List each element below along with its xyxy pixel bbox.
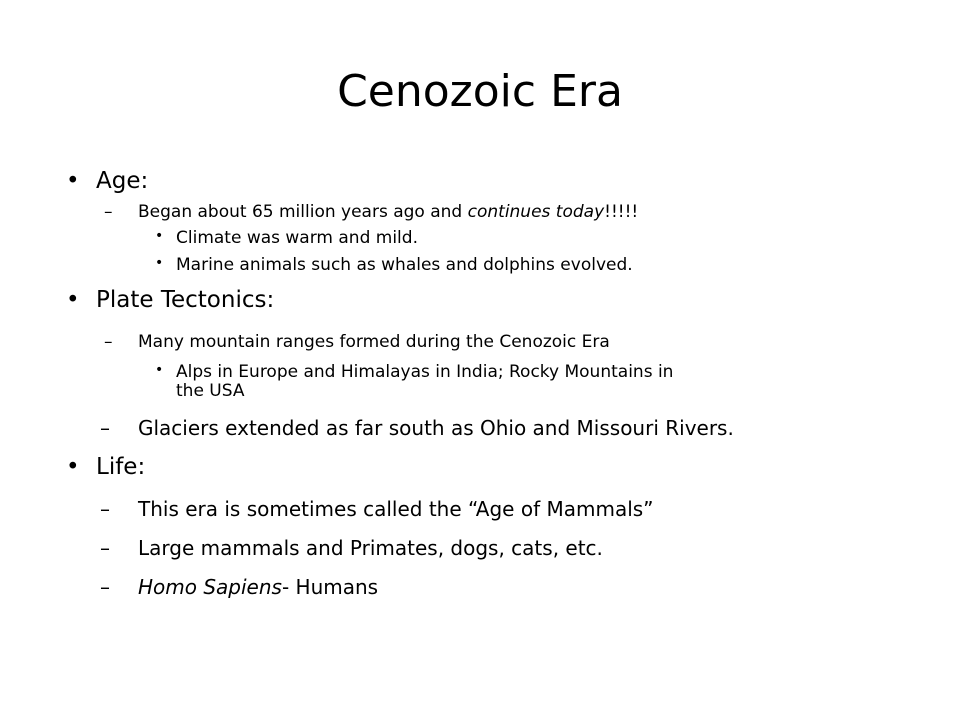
bullet-marker: •	[155, 228, 164, 244]
dash-marker: –	[104, 202, 113, 222]
dash-marker: –	[104, 332, 113, 352]
plate-sub-1-wrap: the USA	[176, 381, 245, 401]
slide-title: Cenozoic Era	[337, 66, 623, 117]
bullet-plate-tectonics	[66, 287, 275, 313]
dash-marker: –	[100, 575, 110, 599]
emphasis-text: continues today	[467, 202, 605, 222]
bullet-label: Life:	[96, 454, 146, 480]
bullet-life	[66, 454, 146, 480]
dash-marker: –	[100, 416, 110, 440]
plate-line-2: – Glaciers extended as far south as Ohio and Missouri Rivers.	[100, 416, 734, 440]
bullet-marker: •	[155, 255, 164, 271]
life-line-3: – Homo Sapiens- Humans	[100, 575, 379, 599]
bullet-age	[66, 168, 149, 194]
age-line-1: – Began about 65 million years ago and continues today!!!!!	[104, 202, 639, 222]
bullet-label: Age:	[96, 168, 149, 194]
age-sub-1: • Climate was warm and mild.	[155, 228, 418, 248]
dash-marker: –	[100, 497, 110, 521]
plate-sub-1: • Alps in Europe and Himalayas in India; Rocky Mountains in	[155, 362, 674, 382]
life-line-1: – This era is sometimes called the “Age of Mammals”	[100, 497, 654, 521]
plate-line-1: – Many mountain ranges formed during the Cenozoic Era	[104, 332, 610, 352]
age-sub-2: • Marine animals such as whales and dolphins evolved.	[155, 255, 633, 275]
bullet-marker: •	[155, 362, 164, 378]
bullet-marker: •	[66, 168, 80, 194]
bullet-label: Plate Tectonics:	[96, 287, 275, 313]
dash-marker: –	[100, 536, 110, 560]
emphasis-text: Homo Sapiens	[138, 575, 282, 599]
life-line-2: – Large mammals and Primates, dogs, cats, etc.	[100, 536, 603, 560]
bullet-marker: •	[66, 454, 80, 480]
bullet-marker: •	[66, 287, 80, 313]
